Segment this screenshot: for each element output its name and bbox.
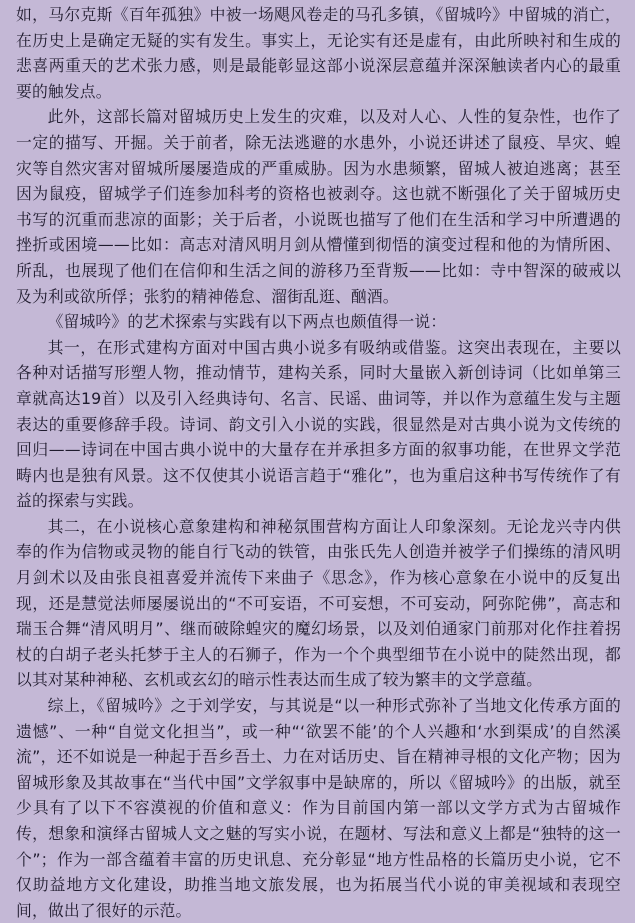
- paragraph-3: 《留城吟》的艺术探索与实践有以下两点也颇值得一说：: [47, 312, 447, 332]
- paragraph-4: 其一，在形式建构方面对中国古典小说多有吸纳或借鉴。这突出表现在，主要以各种对话描写形塑人物，推动情节，建构关系，同时大量嵌入新创诗词（比如单第三章就高达19首）以及引入经典诗句、名言、民谣、曲词等，并以作为意蕴生发与主题表达的重要修辞手段。诗词、韵文引入小说的实践，很显然是对古典小说为文传统的回归——诗词在中国古典小说中的大量存在并承担多方面的叙事功能，在世界文学范畴内也是独有风景。这不仅使其小说语言趋于“雅化”，也为重启这种书写传统作了有益的探索与实践。: [16, 337, 621, 511]
- paragraph-2: 此外，这部长篇对留城历史上发生的灾难，以及对人心、人性的复杂性，也作了一定的描写、开掘。关于前者，除无法逃避的水患外，小说还讲述了鼠疫、旱灾、蝗灾等自然灾害对留城所屡屡造成的严重威胁。因为水患频繁，留城人被迫逃离；甚至因为鼠疫，留城学子们连参加科考的资格也被剥夺。这也就不断强化了关于留城历史书写的沉重而悲凉的面影；关于后者，小说既也描写了他们在生活和学习中所遭遇的挫折或困境——比如：高志对清风明月剑从懵懂到彻悟的演变过程和他的为情所困、所乱，也展现了他们在信仰和生活之间的游移乃至背叛——比如：寺中智深的破戒以及为利或欲所俘；张豹的精神倦怠、溜街乱逛、酗酒。: [16, 107, 621, 306]
- paragraph-6: 综上，《留城吟》之于刘学安，与其说是“以一种形式弥补了当地文化传承方面的遗憾”、一种“自觉文化担当”，或一种“‘欲罢不能’的个人兴趣和‘水到渠成’的自然溪流”，还不如说是一种起于吾乡吾土、力在对话历史、旨在精神寻根的文化产物；因为留城形象及其故事在“当代中国”文学叙事中是缺席的，所以《留城吟》的出版，就至少具有了以下不容漠视的价值和意义：作为目前国内第一部以文学方式为古留城作传，想象和演绎古留城人文之魅的写实小说，在题材、写法和意义上都是“独特的这一个”；作为一部含蕴着丰富的历史讯息、充分彰显“地方性品格的长篇历史小说，它不仅助益地方文化建设，助推当地文旅发展，也为拓展当代小说的审美视域和表现空间，做出了很好的示范。: [16, 696, 621, 920]
- paragraph-1: 如，马尔克斯《百年孤独》中被一场飓风卷走的马孔多镇，《留城吟》中留城的消亡，在历史上是确定无疑的实有发生。事实上，无论实有还是虚有，由此所映衬和生成的悲喜两重天的艺术张力感，则是最能彰显这部小说深层意蕴并深深触读者内心的最重要的触发点。: [16, 5, 621, 101]
- paragraph-5: 其二，在小说核心意象建构和神秘氛围营构方面让人印象深刻。无论龙兴寺内供奉的作为信物或灵物的能自行飞动的铁管，由张氏先人创造并被学子们操练的清风明月剑术以及由张良祖喜爱并流传下来曲子《思念》，作为核心意象在小说中的反复出现，还是慧觉法师屡屡说出的“不可妄语，不可妄想，不可妄动，阿弥陀佛”，高志和瑞玉合舞“清风明月”、继而破除蝗灾的魔幻场景，以及刘伯通家门前那对化作拄着拐杖的白胡子老头托梦于主人的石狮子，作为一个个典型细节在小说中的陡然出现，都以其对某种神秘、玄机或玄幻的暗示性表达而生成了较为繁丰的文学意蕴。: [16, 516, 621, 690]
